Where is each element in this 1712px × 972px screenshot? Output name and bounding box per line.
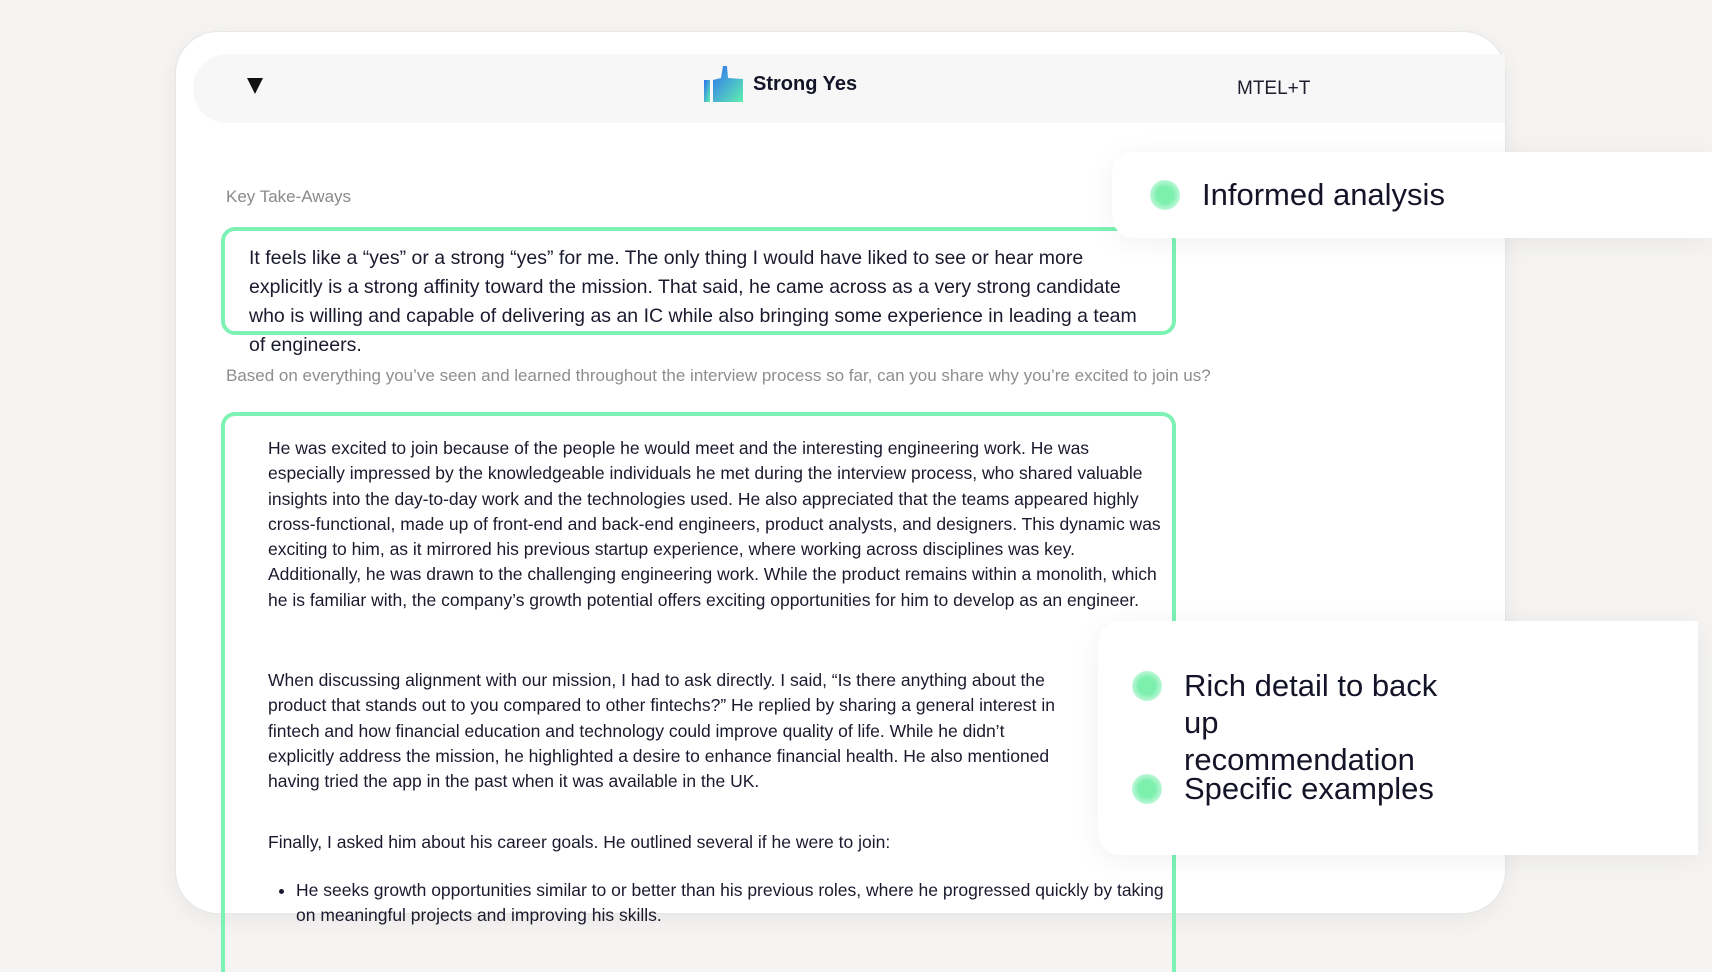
candidate-code: MTEL+T — [1237, 78, 1311, 99]
green-dot-icon — [1132, 774, 1162, 804]
green-dot-icon — [1132, 671, 1162, 701]
list-item: • He seeks growth opportunities similar to or better than his previous roles, where he progressed quickly by taking on meaningful projects and improving his skills. — [296, 878, 1176, 929]
green-dot-icon — [1150, 180, 1180, 210]
answer-box — [221, 412, 1176, 972]
callout-point — [1132, 667, 1452, 778]
callout-text: Specific examples — [1184, 771, 1434, 806]
triangle-down-icon[interactable] — [247, 78, 263, 94]
question-text: Based on everything you’ve seen and learned throughout the interview process so far, can you share why you’re excited to join us? — [226, 366, 1211, 385]
callout-text: Rich detail to back up recommendation — [1184, 668, 1438, 777]
callout-details — [1098, 621, 1698, 855]
key-takeaways-label: Key Take-Aways — [226, 187, 352, 206]
callout-point — [1132, 770, 1434, 807]
callout-point — [1150, 176, 1445, 213]
answer-paragraph: He was excited to join because of the people he would meet and the interesting engineering work. He was especially impressed by the knowledgeable individuals he met during the interview process, who shared valuable insights into the day-to-day work and the technologies used. He also appreciated that the teams appeared highly cross-functional, made up of front-end and back-end engineers, product analysts, and designers. This dynamic was exciting to him, as it mirrored his previous startup experience, where working across disciplines was key. Additionally, he was drawn to the challenging engineering work. While the product remains within a monolith, which he is familiar with, the company’s growth potential offers exciting opportunities for him to develop as an engineer. — [268, 438, 1161, 610]
feedback-header — [193, 54, 1505, 123]
key-takeaways-box: It feels like a “yes” or a strong “yes” for me. The only thing I would have liked to see or hear more explicitly is a strong affinity toward the mission. That said, he came across as a very strong candidate who is willing and capable of delivering as an IC while also bringing some experience in leading a team of engineers. — [221, 227, 1176, 335]
career-goals-list — [268, 878, 1176, 929]
rating-label: Strong Yes — [753, 72, 858, 95]
answer-paragraph: When discussing alignment with our mission, I had to ask directly. I said, “Is there anything about the product that stands out to you compared to other fintechs?” He replied by sharing a general interest in fintech and how financial education and technology could improve quality of life. While he didn’t explicitly address the mission, he highlighted a desire to enhance financial health. He also mentioned having tried the app in the past when it was available in the UK. — [268, 670, 1055, 792]
answer-paragraph: Finally, I asked him about his career goals. He outlined several if he were to join: — [268, 832, 891, 852]
thumbs-up-icon — [703, 64, 745, 104]
callout-text: Informed analysis — [1202, 177, 1445, 212]
rating — [703, 64, 857, 104]
callout-informed-analysis — [1112, 152, 1712, 238]
